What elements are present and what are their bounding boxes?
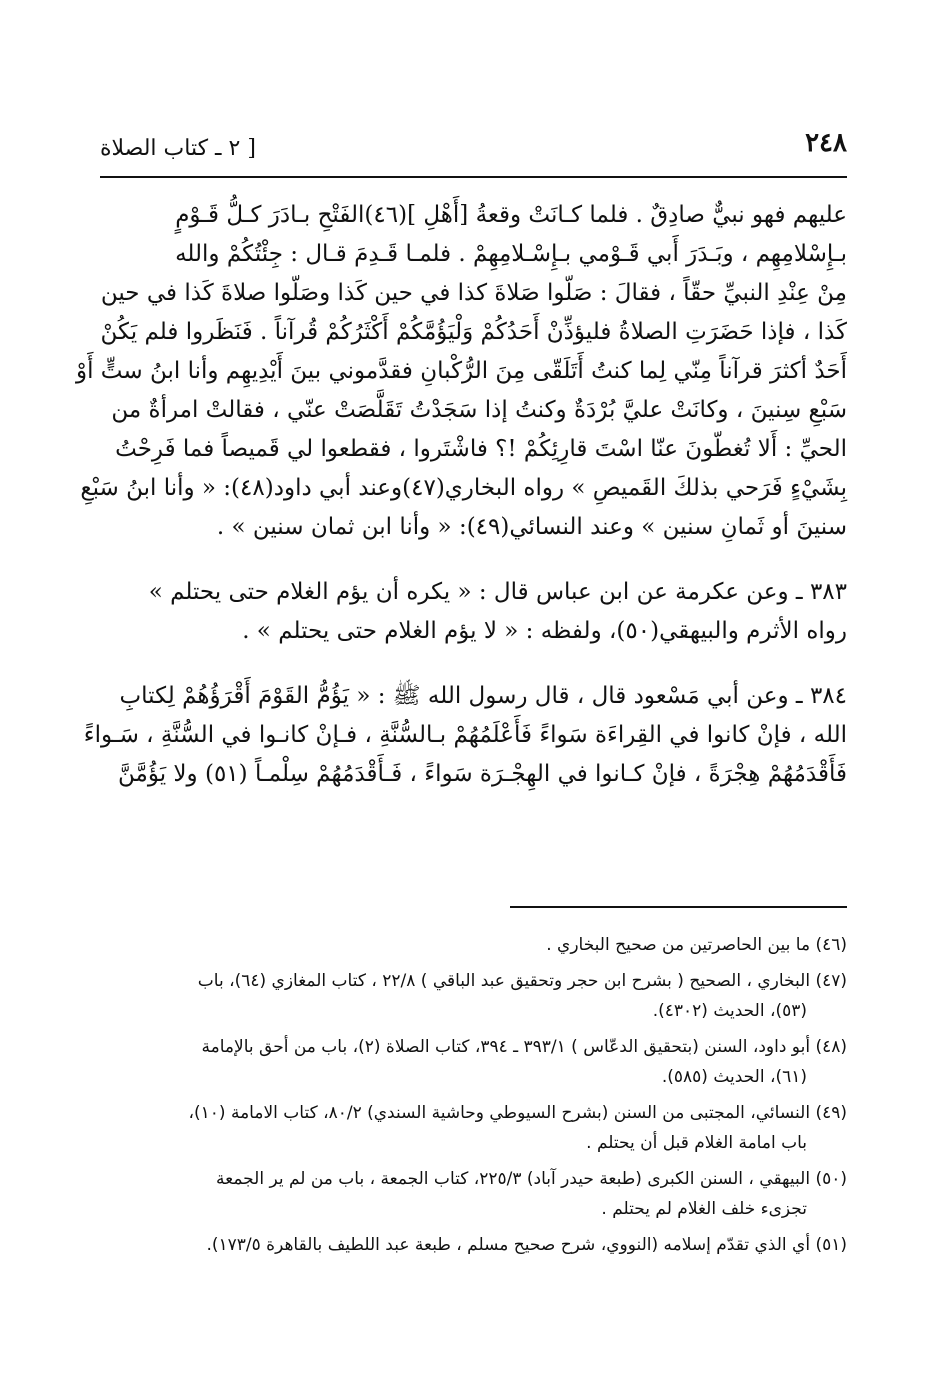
footnote-46: [100, 930, 847, 960]
footnote-51: [100, 1230, 847, 1260]
footnote-line: (٥٣)، الحديث (٤٣٠٢).: [652, 1001, 807, 1021]
body-line: مِنْ عِنْدِ النبيِّ حقّاً ، فقالَ : صَلّوا صَلاةَ كذا في حين كَذا وصَلّوا صلاةَ كَذا في حين: [100, 280, 847, 306]
footnote-50: [100, 1164, 847, 1224]
body-line: عليهم فهو نبيٌّ صادِقٌ . فلما كـانَتْ وقعةُ [أَهْلِ ](٤٦)الفَتْحِ بـادَرَ كـلُّ قَـوْمٍ: [175, 202, 847, 228]
body-line: أَحَدٌ أكثرَ قرآناً مِنّي لِما كنتُ أَتَلَقّى مِنَ الرُّكْبانِ فقدَّموني بينَ أَيْدِيهِم وأنا ابنُ ستٍّ أَوْ: [76, 358, 847, 384]
header-rule: [100, 176, 847, 178]
hadith-line: الله ، فإنْ كانوا في القِراءَة سَواءً فَأَعْلَمُهُمْ بـالسُّنَّةِ ، فـإنْ كانـوا في السُّنَّةِ ، سَـواءً: [83, 722, 847, 748]
footnote-line: (٤٨) أبو داود، السنن (بتحقيق الدعّاس ) ٣٩٣/١ ـ ٣٩٤، كتاب الصلاة (٢)، باب من أحق بالإمامة: [201, 1037, 847, 1057]
footnote-line: (٤٦) ما بين الحاصرتين من صحيح البخاري .: [546, 935, 847, 955]
hadith-383: [100, 573, 847, 651]
footnote-line: (٦١)، الحديث (٥٨٥).: [661, 1067, 807, 1087]
body-line: سَبْعِ سِنينَ ، وكانَتْ عليَّ بُرْدَةٌ وكنتُ إذا سَجَدْتُ تَقَلَّصَتْ عنّي ، فقالتْ امرأةٌ من: [111, 397, 847, 423]
page-number: ٢٤٨: [805, 128, 847, 158]
footnote-48: [100, 1032, 847, 1092]
main-text: [76, 196, 847, 794]
hadith-line: ٣٨٤ ـ وعن أبي مَسْعود قال ، قال رسول الله ﷺ : « يَؤُمُّ القَوْمَ أَقْرَؤُهُمْ لِكتابِ: [119, 683, 847, 709]
footnote-line: (٥٠) البيهقي ، السنن الكبرى (طبعة حيدر آباد) ٢٢٥/٣، كتاب الجمعة ، باب من لم ير الجمعة: [216, 1169, 847, 1189]
body-line: بِشَيْءٍ فَرَحي بذلكَ القَميصِ » رواه البخاري(٤٧)وعند أبي داود(٤٨): « وأنا ابنُ سَبْعِ: [80, 475, 847, 501]
running-title: [ ٢ ـ كتاب الصلاة: [100, 136, 256, 161]
body-line: الحيِّ : أَلا تُغطّونَ عنّا اسْتَ قارِئِكُمْ !؟ فاشْتَروا ، فقطعوا لي قَميصاً فما فَرِحْتُ: [115, 436, 847, 462]
paragraph-gap: [100, 651, 847, 677]
body-line: كَذا ، فإذا حَضَرَتِ الصلاةُ فليؤذِّنْ أَحَدُكُمْ وَلْيَؤُمَّكُمْ أَكْثَرُكُمْ قُرآناً . فَنَظَروا فلم يَكُنْ: [100, 319, 847, 345]
footnote-49: [100, 1098, 847, 1158]
body-line: سنينَ أو ثَمانِ سنين » وعند النسائي(٤٩): « وأنا ابن ثمان سنين » .: [216, 514, 847, 540]
hadith-line: فَأَقْدَمُهُمْ هِجْرَةً ، فإنْ كـانوا في الهِجْـرَة سَواءً ، فَـأَقْدَمُهُمْ سِلْمـاً (٥١) ولا يَؤُمَّنَّ: [118, 761, 847, 787]
paragraph-gap: [100, 547, 847, 573]
hadith-line: رواه الأثرم والبيهقي(٥٠)، ولفظه : « لا يؤم الغلام حتى يحتلم » .: [242, 618, 847, 644]
body-line: بـإِسْلامِهِم ، وبَـدَرَ أَبي قَـوْمي بـإِسْـلامِهِمْ . فلمـا قَـدِمَ قـال : جِئْتُكُمْ والله: [175, 241, 847, 267]
narration-paragraph: [76, 196, 847, 547]
footnote-rule: [510, 906, 847, 908]
footnote-line: باب امامة الغلام قبل أن يحتلم .: [586, 1133, 807, 1153]
hadith-384: [83, 677, 847, 794]
footnote-line: (٤٩) النسائي، المجتبى من السنن (بشرح السيوطي وحاشية السندي) ٨٠/٢، كتاب الامامة (١٠)،: [188, 1103, 847, 1123]
hadith-line: ٣٨٣ ـ وعن عكرمة عن ابن عباس قال : « يكره أن يؤم الغلام حتى يحتلم »: [148, 579, 847, 605]
footnote-47: [100, 966, 847, 1026]
footnote-line: تجزىء خلف الغلام لم يحتلم .: [601, 1199, 807, 1219]
footnote-line: (٤٧) البخاري ، الصحيح ( بشرح ابن حجر وتحقيق عبد الباقي ) ٢٢/٨ ، كتاب المغازي (٦٤)، باب: [197, 971, 847, 991]
footnotes: [100, 930, 847, 1266]
footnote-line: (٥١) أي الذي تقدّم إسلامه (النووي، شرح صحيح مسلم ، طبعة عبد اللطيف بالقاهرة ١٧٣/٥).: [206, 1235, 847, 1255]
